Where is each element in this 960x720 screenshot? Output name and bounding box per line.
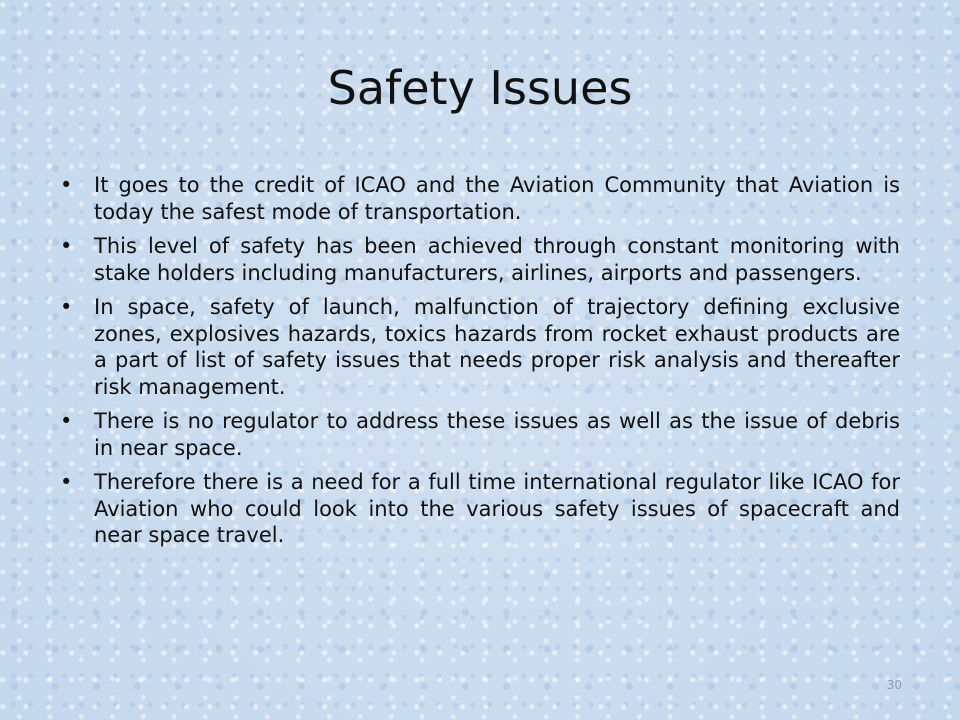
bullet-text: This level of safety has been achieved through constant monitoring with stake holders including manufacturers, airlines, airports and passengers. (94, 234, 900, 285)
page-number: 30 (886, 678, 902, 692)
bullet-text: In space, safety of launch, malfunction of trajectory defining exclusive zones, explosives hazards, toxics hazards from rocket exhaust products are a part of list of safety issues that needs proper risk analysis and thereafter risk management. (94, 295, 900, 399)
bullet-icon: • (60, 173, 73, 197)
bullet-text: There is no regulator to address these issues as well as the issue of debris in near space. (94, 409, 900, 460)
list-item (60, 408, 900, 461)
bullet-icon: • (60, 409, 73, 433)
bullet-icon: • (60, 234, 73, 258)
list-item (60, 233, 900, 286)
bullet-list (60, 172, 900, 557)
list-item (60, 469, 900, 549)
bullet-icon: • (60, 295, 73, 319)
list-item (60, 294, 900, 400)
bullet-icon: • (60, 470, 73, 494)
bullet-text: Therefore there is a need for a full time international regulator like ICAO for Aviation who could look into the various safety issues of spacecraft and near space travel. (94, 470, 900, 547)
bullet-text: It goes to the credit of ICAO and the Aviation Community that Aviation is today the safest mode of transportation. (94, 173, 900, 224)
slide-title: Safety Issues (327, 61, 633, 115)
list-item (60, 172, 900, 225)
